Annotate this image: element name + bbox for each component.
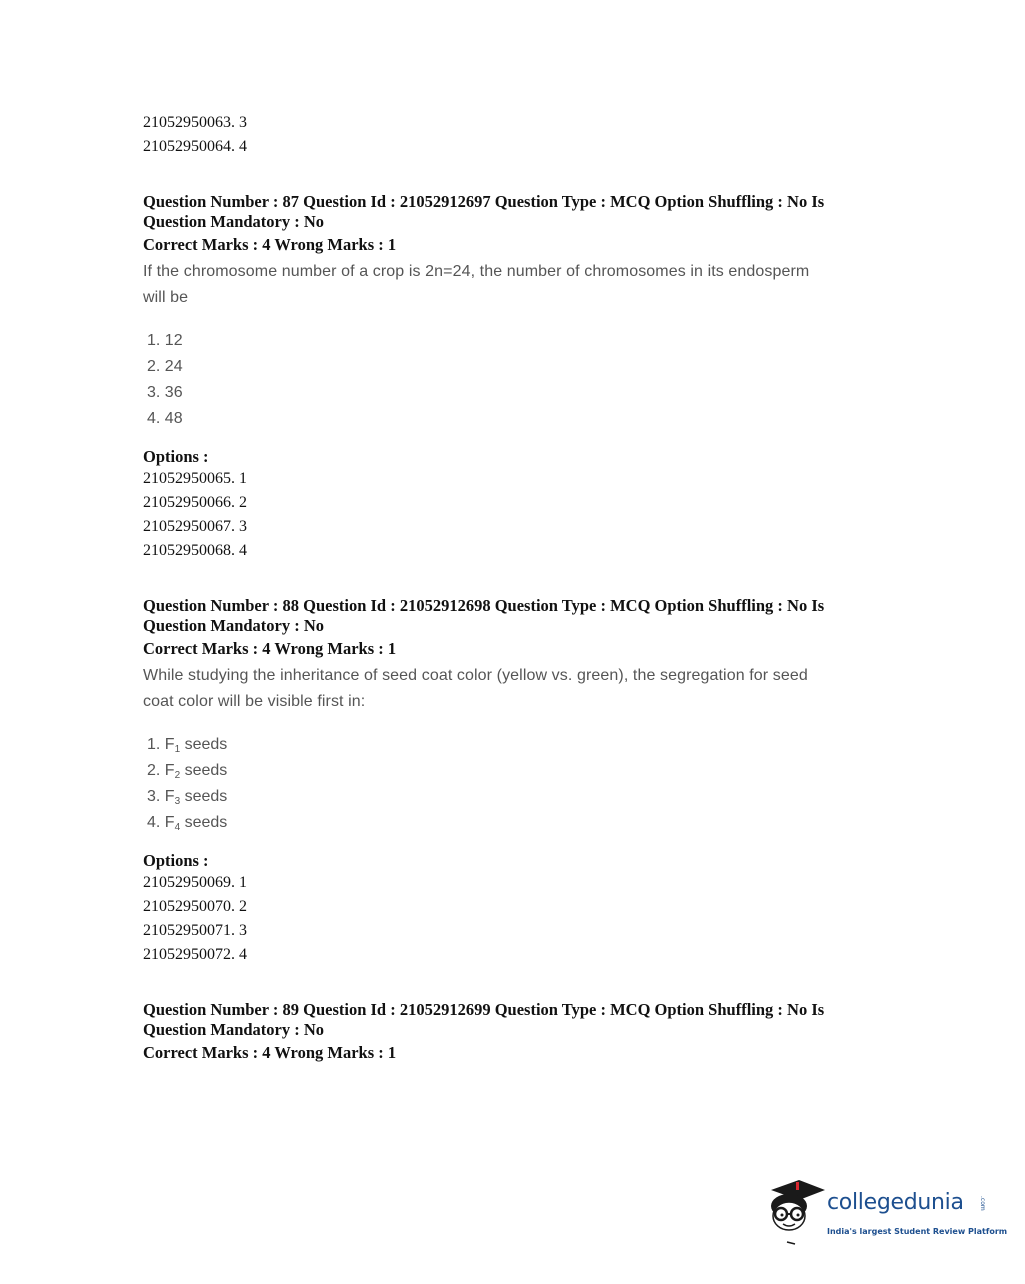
generation-label: F: [164, 788, 175, 805]
question-87-marks: Correct Marks : 4 Wrong Marks : 1: [143, 235, 397, 254]
choice-number: 2.: [147, 762, 161, 779]
option-line: 21052950065. 1: [143, 470, 247, 487]
option-line: 21052950066. 2: [143, 494, 247, 511]
logo-brand-text: collegedunia: [827, 1190, 964, 1215]
collegedunia-logo: [765, 1176, 1008, 1251]
logo-domain-text: .com: [979, 1196, 986, 1211]
question-88-choice: [147, 788, 227, 807]
question-87-choice: 1. 12: [147, 332, 183, 349]
question-88-choice: [147, 814, 227, 833]
question-88-text-cont: coat color will be visible first in:: [143, 693, 366, 710]
choice-number: 1.: [147, 736, 161, 753]
choice-word: seeds: [184, 788, 228, 805]
question-89-header: Question Number : 89 Question Id : 21052912699 Question Type : MCQ Option Shuffling : No Is: [143, 1000, 825, 1019]
question-87-choice: 3. 36: [147, 384, 183, 401]
question-88-marks: Correct Marks : 4 Wrong Marks : 1: [143, 639, 397, 658]
option-line: 21052950068. 4: [143, 542, 247, 559]
question-88-mandatory: Question Mandatory : No: [143, 616, 325, 635]
question-87-text-cont: will be: [143, 289, 189, 306]
question-87-header: Question Number : 87 Question Id : 21052912697 Question Type : MCQ Option Shuffling : No Is: [143, 192, 825, 211]
choice-word: seeds: [184, 736, 228, 753]
question-89-marks: Correct Marks : 4 Wrong Marks : 1: [143, 1043, 397, 1062]
choice-word: seeds: [184, 814, 228, 831]
generation-subscript: 1: [174, 744, 181, 755]
question-88-choice: [147, 736, 227, 755]
question-89-mandatory: Question Mandatory : No: [143, 1020, 325, 1039]
option-line: 21052950070. 2: [143, 898, 247, 915]
option-line: 21052950072. 4: [143, 946, 247, 963]
option-line: 21052950067. 3: [143, 518, 247, 535]
choice-number: 3.: [147, 788, 161, 805]
generation-subscript: 3: [174, 796, 181, 807]
question-88-header: Question Number : 88 Question Id : 21052912698 Question Type : MCQ Option Shuffling : No Is: [143, 596, 825, 615]
generation-label: F: [164, 736, 175, 753]
generation-subscript: 2: [174, 770, 181, 781]
option-line: 21052950071. 3: [143, 922, 247, 939]
generation-subscript: 4: [174, 822, 181, 833]
question-87-choice: 2. 24: [147, 358, 183, 375]
option-line: 21052950063. 3: [143, 114, 247, 131]
logo-tagline: India's largest Student Review Platform: [827, 1227, 1008, 1236]
question-88-choice: [147, 762, 227, 781]
question-88-text: While studying the inheritance of seed coat color (yellow vs. green), the segregation for seed: [143, 667, 808, 684]
choice-number: 4.: [147, 814, 161, 831]
option-line: 21052950069. 1: [143, 874, 247, 891]
question-87-options-label: Options :: [143, 447, 209, 466]
question-87-text: If the chromosome number of a crop is 2n=24, the number of chromosomes in its endosperm: [143, 263, 810, 280]
question-88-options-label: Options :: [143, 851, 209, 870]
mascot-icon: [765, 1176, 827, 1246]
generation-label: F: [164, 762, 175, 779]
choice-word: seeds: [184, 762, 228, 779]
option-line: 21052950064. 4: [143, 138, 247, 155]
question-87-choice: 4. 48: [147, 410, 183, 427]
generation-label: F: [164, 814, 175, 831]
question-87-mandatory: Question Mandatory : No: [143, 212, 325, 231]
